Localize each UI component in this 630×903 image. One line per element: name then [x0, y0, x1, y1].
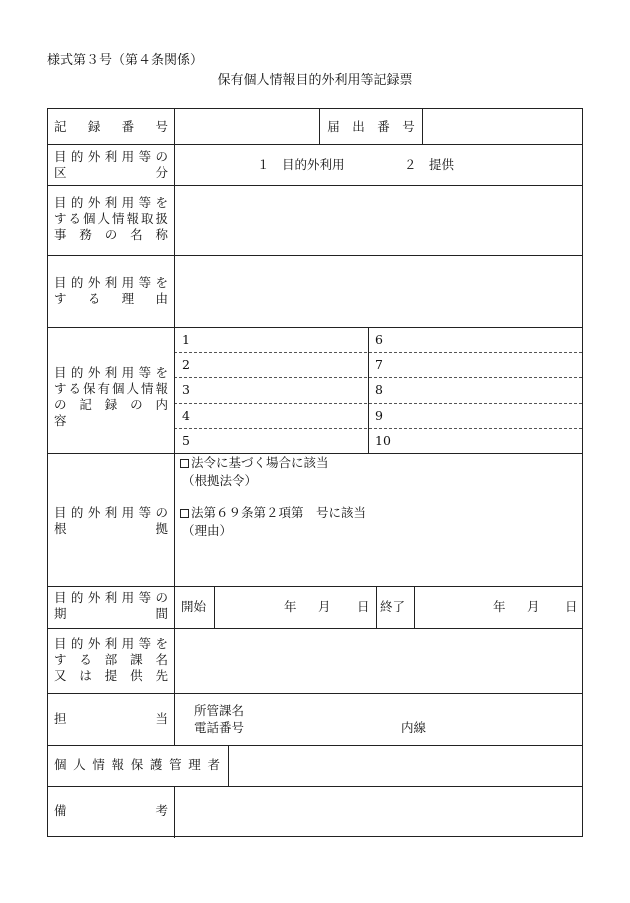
content-item: 9	[375, 408, 383, 423]
content-item: 7	[375, 357, 383, 372]
record-number-label: 記 録 番 号	[54, 119, 168, 134]
row-divider	[48, 745, 582, 746]
content-item: 5	[182, 433, 190, 448]
record-form-table	[47, 108, 583, 837]
manager-label-line	[228, 745, 229, 786]
person-phone-label: 電話番号	[194, 720, 245, 735]
category-label: 目的外利用等の 区 分	[54, 149, 168, 180]
cell-line	[319, 109, 320, 144]
row-divider	[48, 786, 582, 787]
content-item: 1	[182, 332, 190, 347]
basis-law-reference: （根拠法令）	[182, 473, 258, 488]
row-divider	[48, 185, 582, 186]
content-divider	[174, 377, 582, 378]
row-divider	[48, 327, 582, 328]
row-divider	[48, 693, 582, 694]
content-item: 10	[375, 433, 391, 448]
person-label: 担 当	[54, 711, 168, 726]
checkbox-icon[interactable]	[180, 459, 189, 468]
period-start-month: 月	[318, 599, 331, 614]
content-divider	[174, 403, 582, 404]
period-label: 目的外利用等の 期 間	[54, 590, 168, 621]
period-start-day: 日	[357, 599, 370, 614]
period-end-month: 月	[527, 599, 540, 614]
label-column-line	[174, 109, 175, 745]
basis-check-article[interactable]: 法第６９条第２項第 号に該当	[180, 505, 366, 521]
row-divider	[48, 628, 582, 629]
basis-check-law[interactable]: 法令に基づく場合に該当	[180, 455, 329, 471]
remarks-label: 備 考	[54, 803, 168, 818]
cell-line	[422, 109, 423, 144]
category-option-1[interactable]: １ 目的外利用	[257, 157, 345, 172]
cell-line	[368, 327, 369, 453]
row-divider	[48, 144, 582, 145]
content-item: 8	[375, 382, 383, 397]
manager-label: 個人情報保護管理者	[54, 757, 220, 772]
cell-line	[376, 586, 377, 628]
cell-line	[214, 586, 215, 628]
category-option-2[interactable]: ２ 提供	[404, 157, 455, 172]
content-item: 6	[375, 332, 383, 347]
record-content-label: 目的外利用等を する保有個人情報 の 記 録 の 内 容	[54, 365, 181, 428]
notification-number-label: 届 出 番 号	[327, 119, 415, 134]
form-title: 保有個人情報目的外利用等記録票	[217, 73, 413, 88]
period-end-label: 終了	[380, 599, 406, 614]
basis-reason: （理由）	[182, 523, 233, 538]
content-item: 4	[182, 408, 190, 423]
period-end-year: 年	[493, 599, 506, 614]
content-item: 2	[182, 357, 190, 372]
content-item: 3	[182, 382, 190, 397]
form-number: 様式第３号（第４条関係）	[47, 53, 204, 68]
office-name-label: 目的外利用等を する個人情報取扱 事 務 の 名 称	[54, 195, 168, 242]
cell-line	[414, 586, 415, 628]
content-divider	[174, 428, 582, 429]
label-column-line	[174, 786, 175, 838]
checkbox-icon[interactable]	[180, 509, 189, 518]
person-ext-label: 内線	[401, 720, 427, 735]
row-divider	[48, 255, 582, 256]
content-divider	[174, 352, 582, 353]
period-start-year: 年	[284, 599, 297, 614]
period-end-day: 日	[565, 599, 578, 614]
basis-label: 目的外利用等の 根 拠	[54, 505, 168, 536]
person-dept-label: 所管課名	[194, 703, 245, 718]
row-divider	[48, 586, 582, 587]
department-label: 目的外利用等を す る 部 課 名 又 は 提 供 先	[54, 636, 168, 683]
reason-label: 目的外利用等を す る 理 由	[54, 275, 168, 306]
period-start-label: 開始	[181, 599, 207, 614]
row-divider	[48, 453, 582, 454]
